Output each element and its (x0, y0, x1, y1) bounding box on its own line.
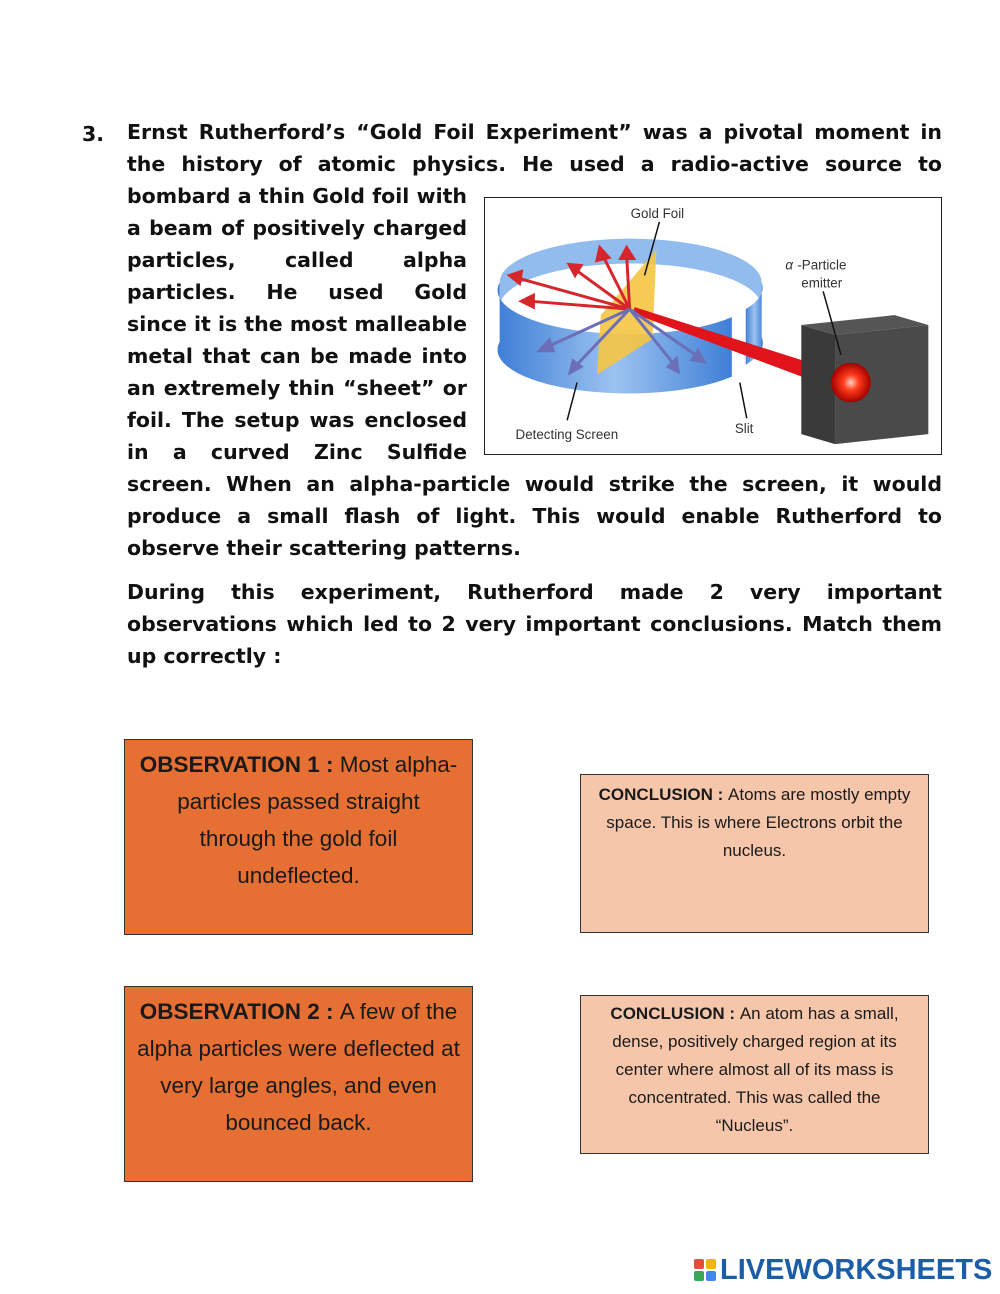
left-col-line: in a curved Zinc Sulfide (127, 440, 467, 464)
question-intro (127, 116, 942, 180)
alpha-symbol: α (785, 257, 794, 273)
conclusion-2-card[interactable] (580, 995, 929, 1154)
conclusion-text: An atom has a small, dense, positively charged region at its center where almost all of its mass is concentrated. This was called the “Nucleus”. (612, 1004, 899, 1135)
left-col-line: since it is the most malleable (127, 312, 467, 336)
during-line: observations which led to 2 very important conclusions. Match them (127, 612, 942, 636)
alpha-emitter (801, 325, 835, 444)
question-continuation (127, 468, 942, 564)
intro-line: the history of atomic physics. He used a radio-active source to (127, 152, 942, 176)
logo-square (694, 1271, 704, 1281)
gold-foil-diagram (484, 197, 942, 455)
during-line: During this experiment, Rutherford made 2 very important (127, 580, 942, 604)
observation-1-card[interactable] (124, 739, 473, 935)
slit-label: Slit (734, 421, 754, 437)
observation-text: Most alpha-particles passed straight through the gold foil undeflected. (177, 752, 458, 888)
conclusion-text: Atoms are mostly empty space. This is where Electrons orbit the nucleus. (606, 785, 911, 860)
detecting-screen-label: Detecting Screen (515, 427, 619, 443)
observation-text: A few of the alpha particles were deflected at very large angles, and even bounced back. (137, 999, 460, 1135)
instruction-paragraph (127, 576, 942, 672)
emitter-label-line2: emitter (801, 275, 843, 291)
left-col-line: a beam of positively charged (127, 216, 467, 240)
logo-square (706, 1271, 716, 1281)
left-col-line: particles. He used Gold (127, 280, 467, 304)
emitter-label-line1: -Particle (797, 257, 847, 273)
conclusion-heading: CONCLUSION : (610, 1004, 740, 1023)
observation-heading: OBSERVATION 1 : (139, 752, 340, 777)
logo-mark-icon (694, 1259, 716, 1281)
liveworksheets-logo[interactable] (694, 1253, 992, 1287)
gold-foil-label: Gold Foil (630, 205, 685, 221)
after-line: screen. When an alpha-particle would strike the screen, it would (127, 472, 942, 496)
logo-text: LIVEWORKSHEETS (720, 1253, 993, 1286)
during-line: up correctly : (127, 644, 282, 668)
conclusion-heading: CONCLUSION : (598, 785, 729, 804)
after-line: produce a small flash of light. This would enable Rutherford to (127, 504, 942, 528)
observation-heading: OBSERVATION 2 : (139, 999, 340, 1024)
question-left-column (127, 180, 467, 468)
observation-2-card[interactable] (124, 986, 473, 1182)
left-col-line: particles, called alpha (127, 248, 467, 272)
left-col-line: bombard a thin Gold foil with (127, 184, 467, 208)
after-line: observe their scattering patterns. (127, 536, 521, 560)
left-col-line: an extremely thin “sheet” or (127, 376, 467, 400)
left-col-line: foil. The setup was enclosed (127, 408, 467, 432)
left-col-line: metal that can be made into (127, 344, 467, 368)
logo-square (706, 1259, 716, 1269)
logo-square (694, 1259, 704, 1269)
question-number: 3. (82, 122, 105, 146)
conclusion-1-card[interactable] (580, 774, 929, 933)
intro-line: Ernst Rutherford’s “Gold Foil Experiment” was a pivotal moment in (127, 120, 942, 144)
